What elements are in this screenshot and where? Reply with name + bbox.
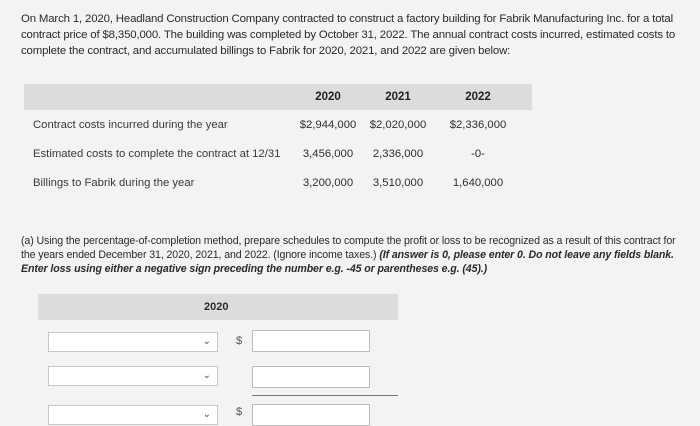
chevron-down-icon: ⌄ [202, 370, 211, 381]
row-value: 1,640,000 [452, 176, 504, 189]
row-value: 3,456,000 [302, 147, 354, 160]
row-value: $2,336,000 [449, 118, 507, 131]
chevron-down-icon: ⌄ [202, 336, 211, 347]
line-item-select[interactable] [48, 366, 218, 386]
row-value: 3,200,000 [302, 176, 354, 189]
row-value: 2,336,000 [372, 147, 424, 160]
answer-year-header [38, 294, 398, 320]
line-item-select[interactable] [48, 332, 218, 352]
question-warning: (If answer is 0, please enter 0. Do not leave any fields blank. Enter loss using either a negative sign preceding the number e.g. -45 or parentheses e.g. (45).) [21, 249, 674, 275]
question-text [21, 234, 681, 276]
chevron-down-icon: ⌄ [202, 409, 211, 420]
header-year-2021: 2021 [385, 91, 411, 103]
problem-intro: On March 1, 2020, Headland Construction Company contracted to construct a factory building for Fabrik Manufacturing Inc. for a total contract price of $8,350,000. The building was completed by October 31, 2022. The annual contract costs incurred, estimated costs to complete the contract, and accumulated billings to Fabrik for 2020, 2021, and 2022 are given below: [21, 13, 676, 57]
question-body: (a) Using the percentage-of-completion method, prepare schedules to compute the profit or loss to be recognized as a result of this contract for the years ended December 31, 2020, 2021, and 2022. (Ignore income taxes.) [21, 235, 676, 261]
amount-input[interactable] [252, 366, 370, 388]
row-value: -0- [471, 147, 485, 160]
table-row [24, 110, 532, 139]
table-row [24, 168, 532, 197]
subtotal-rule [252, 395, 398, 396]
line-item-select[interactable] [48, 405, 218, 425]
row-label: Billings to Fabrik during the year [33, 176, 195, 189]
row-value: $2,944,000 [299, 118, 357, 131]
header-year-2020: 2020 [315, 91, 341, 103]
row-label: Contract costs incurred during the year [33, 118, 228, 131]
currency-symbol: $ [236, 335, 243, 347]
header-year-2022: 2022 [465, 91, 491, 103]
row-value: 3,510,000 [372, 176, 424, 189]
table-header [24, 84, 532, 110]
table-row [24, 139, 532, 168]
row-label: Estimated costs to complete the contract at 12/31 [33, 147, 281, 160]
currency-symbol: $ [236, 406, 243, 418]
row-value: $2,020,000 [369, 118, 427, 131]
contract-data-table [24, 84, 532, 197]
amount-input[interactable] [252, 404, 370, 426]
amount-input[interactable] [252, 330, 370, 352]
answer-year-label: 2020 [204, 301, 229, 313]
